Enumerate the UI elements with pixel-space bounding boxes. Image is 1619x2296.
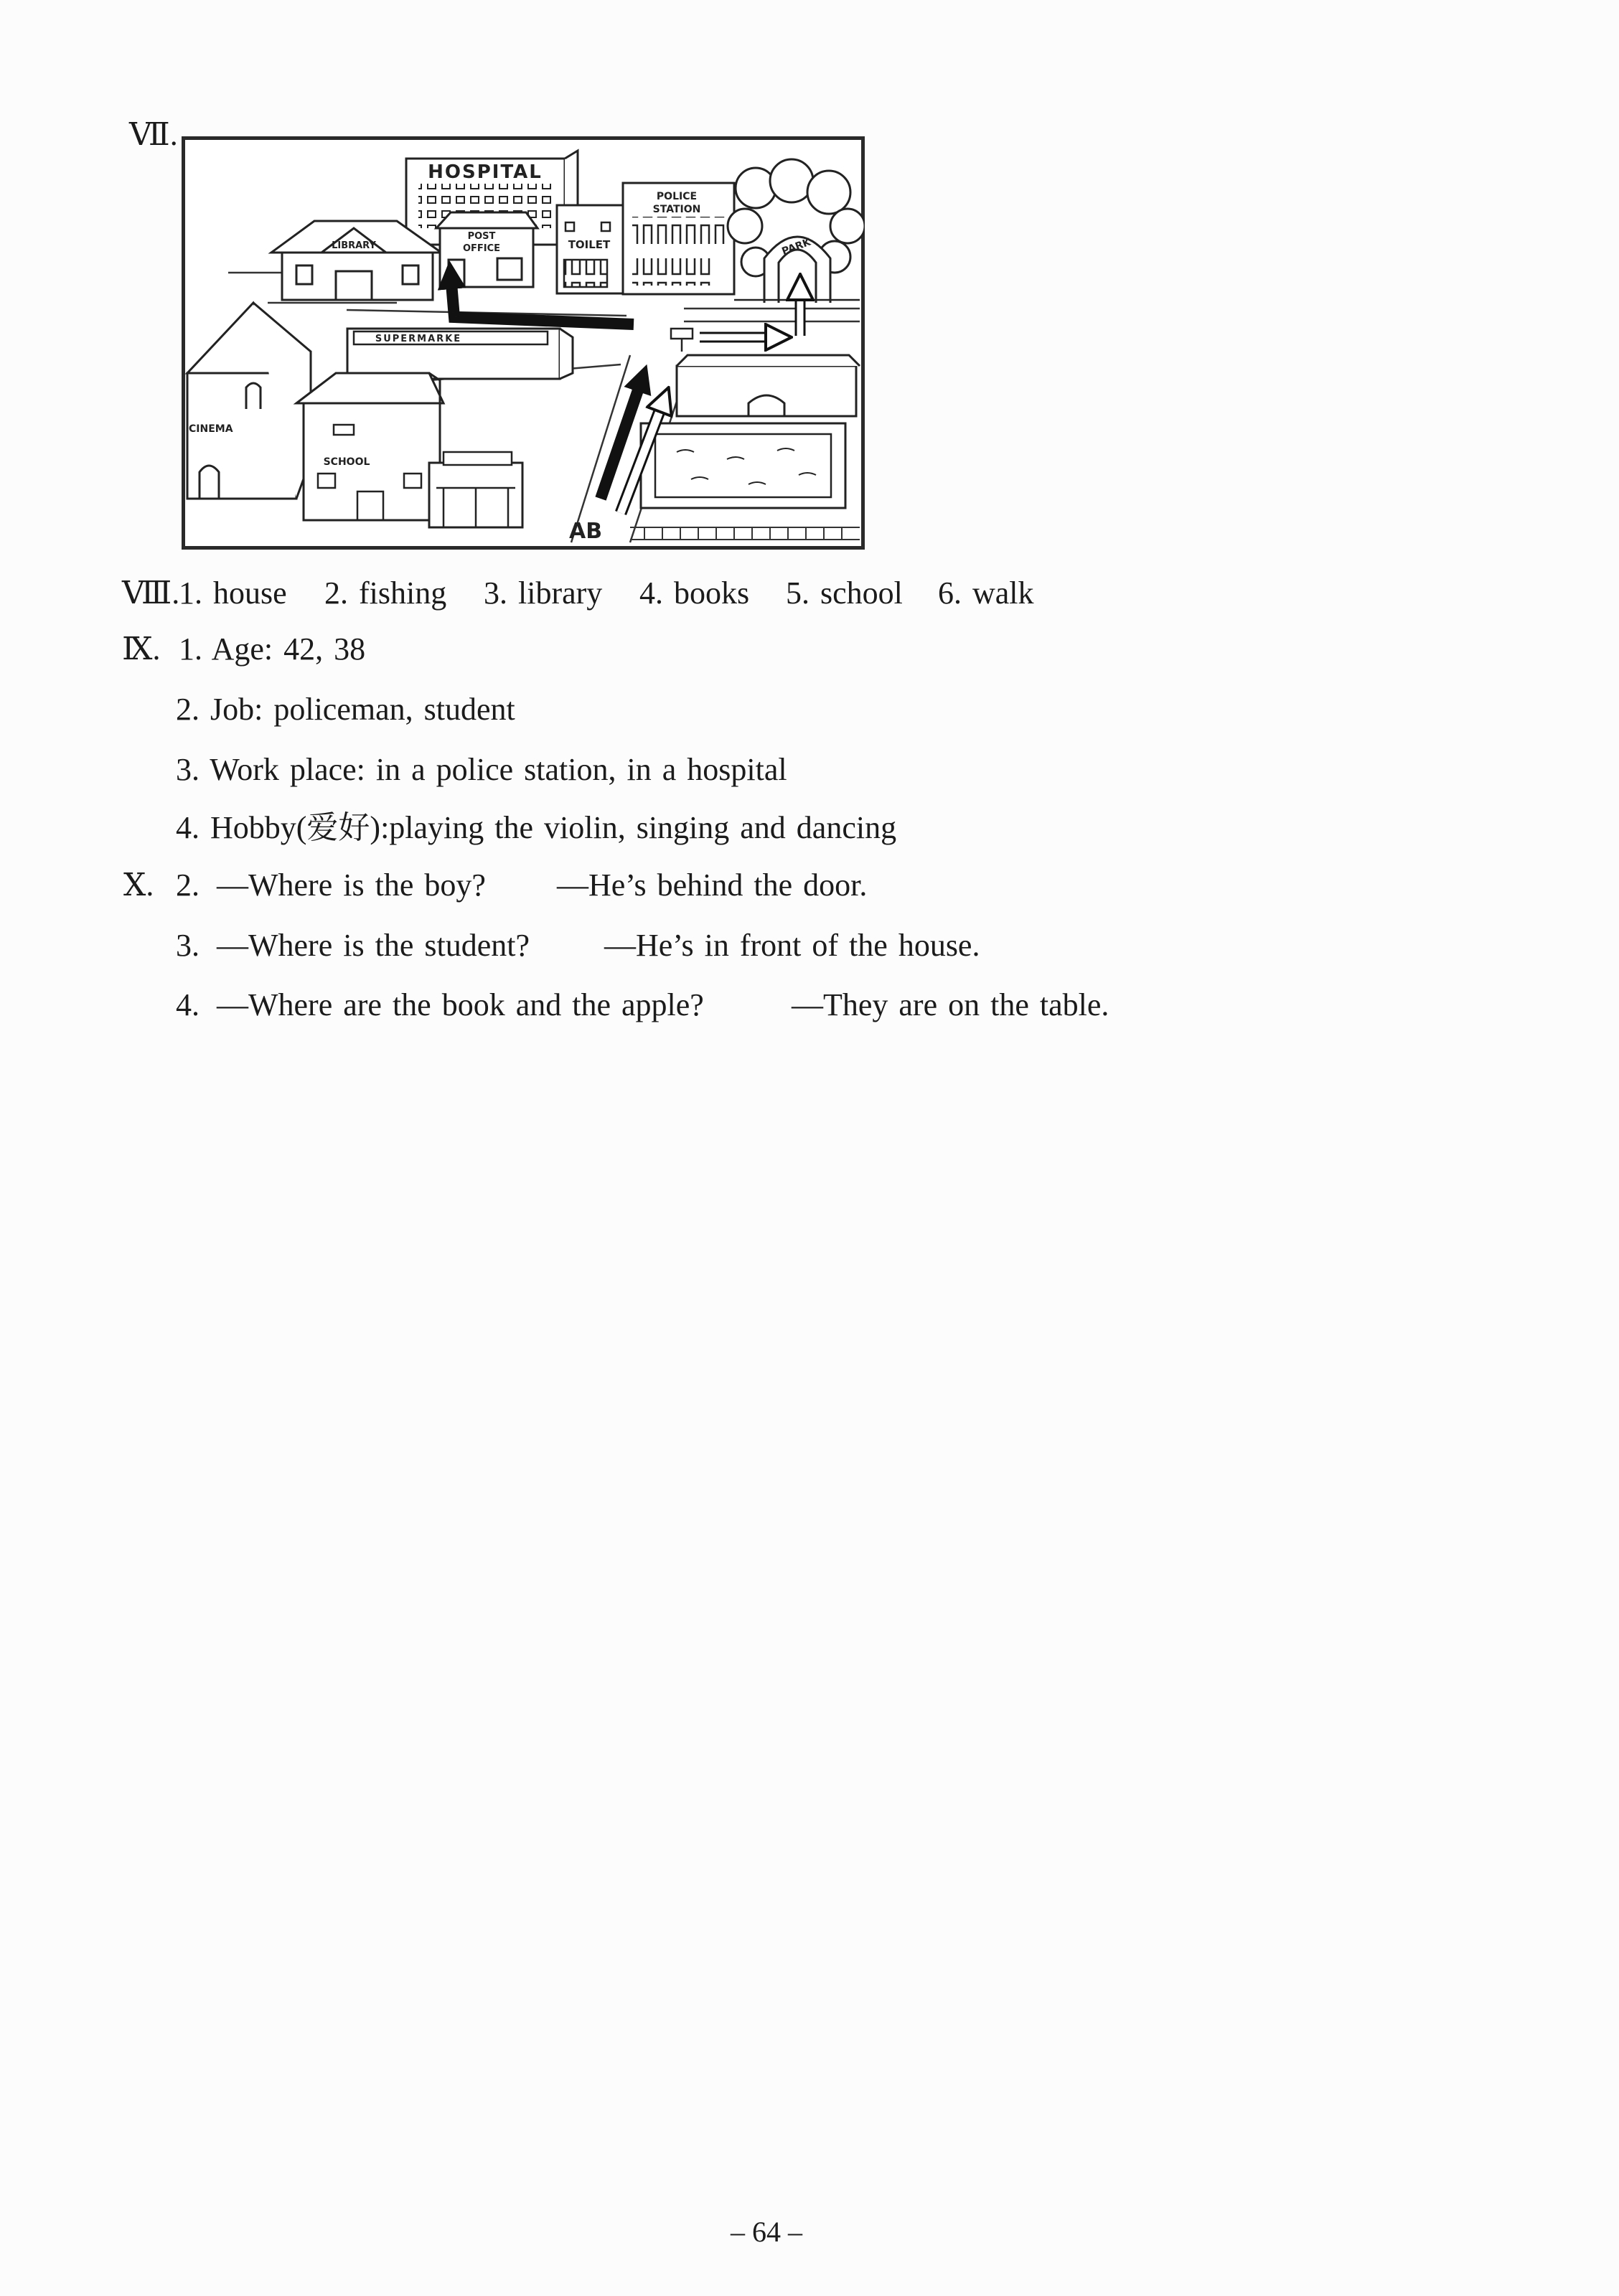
toilet-label: TOILET	[568, 238, 611, 251]
section7-label: Ⅶ.	[129, 117, 178, 152]
cinema-label: CINEMA	[189, 423, 233, 435]
police-station-building	[623, 183, 734, 294]
restaurant-building	[429, 452, 522, 527]
question-text: —Where are the book and the apple?	[217, 987, 704, 1022]
section8-item: 5. school	[786, 575, 903, 611]
supermarket-building	[347, 329, 573, 379]
question-text: —Where is the student?	[217, 928, 530, 963]
swimming-pool	[641, 423, 845, 508]
answer-text: —He’s in front of the house.	[604, 928, 980, 963]
section8-item: 1. house	[179, 575, 287, 611]
supermarket-label: SUPERMARKE	[375, 334, 462, 344]
question-number: 3.	[176, 928, 200, 963]
question-number: 4.	[176, 987, 200, 1022]
post-office-building	[436, 212, 538, 287]
question-number: 2.	[176, 867, 200, 903]
section9-label: Ⅸ.	[122, 631, 161, 667]
school-building	[296, 373, 444, 520]
sports-hall-building	[677, 355, 860, 416]
section8-item: 4. books	[639, 575, 750, 611]
section8-item: 3. library	[484, 575, 603, 611]
page-number: – 64 –	[731, 2216, 802, 2248]
police-station-label-line2: STATION	[652, 204, 701, 215]
section9-item: 1. Age: 42, 38	[179, 631, 366, 667]
answer-text: —They are on the table.	[792, 987, 1109, 1022]
section8-label: Ⅷ.	[122, 575, 180, 611]
post-office-label-line2: OFFICE	[462, 243, 501, 254]
answer-text: —He’s behind the door.	[557, 867, 868, 903]
school-label: SCHOOL	[323, 456, 370, 468]
section8-item: 6. walk	[938, 575, 1034, 611]
park-label: PARK	[780, 236, 812, 258]
section8-item: 2. fishing	[324, 575, 447, 611]
section9-item: 2. Job: policeman, student	[176, 692, 515, 727]
section9-item: 3. Work place: in a police station, in a hospital	[176, 752, 787, 787]
toilet-building	[557, 205, 623, 293]
route-label: AB	[569, 519, 603, 544]
section9-item: 4. Hobby(爱好):playing the violin, singing and dancing	[176, 810, 897, 845]
library-label: LIBRARY	[332, 240, 376, 251]
question-text: —Where is the boy?	[217, 867, 486, 903]
hospital-label: HOSPITAL	[428, 161, 543, 183]
post-office-label-line1: POST	[467, 231, 496, 242]
police-station-label-line1: POLICE	[656, 191, 698, 202]
town-map	[182, 136, 865, 550]
section10-label: Ⅹ.	[123, 867, 154, 903]
